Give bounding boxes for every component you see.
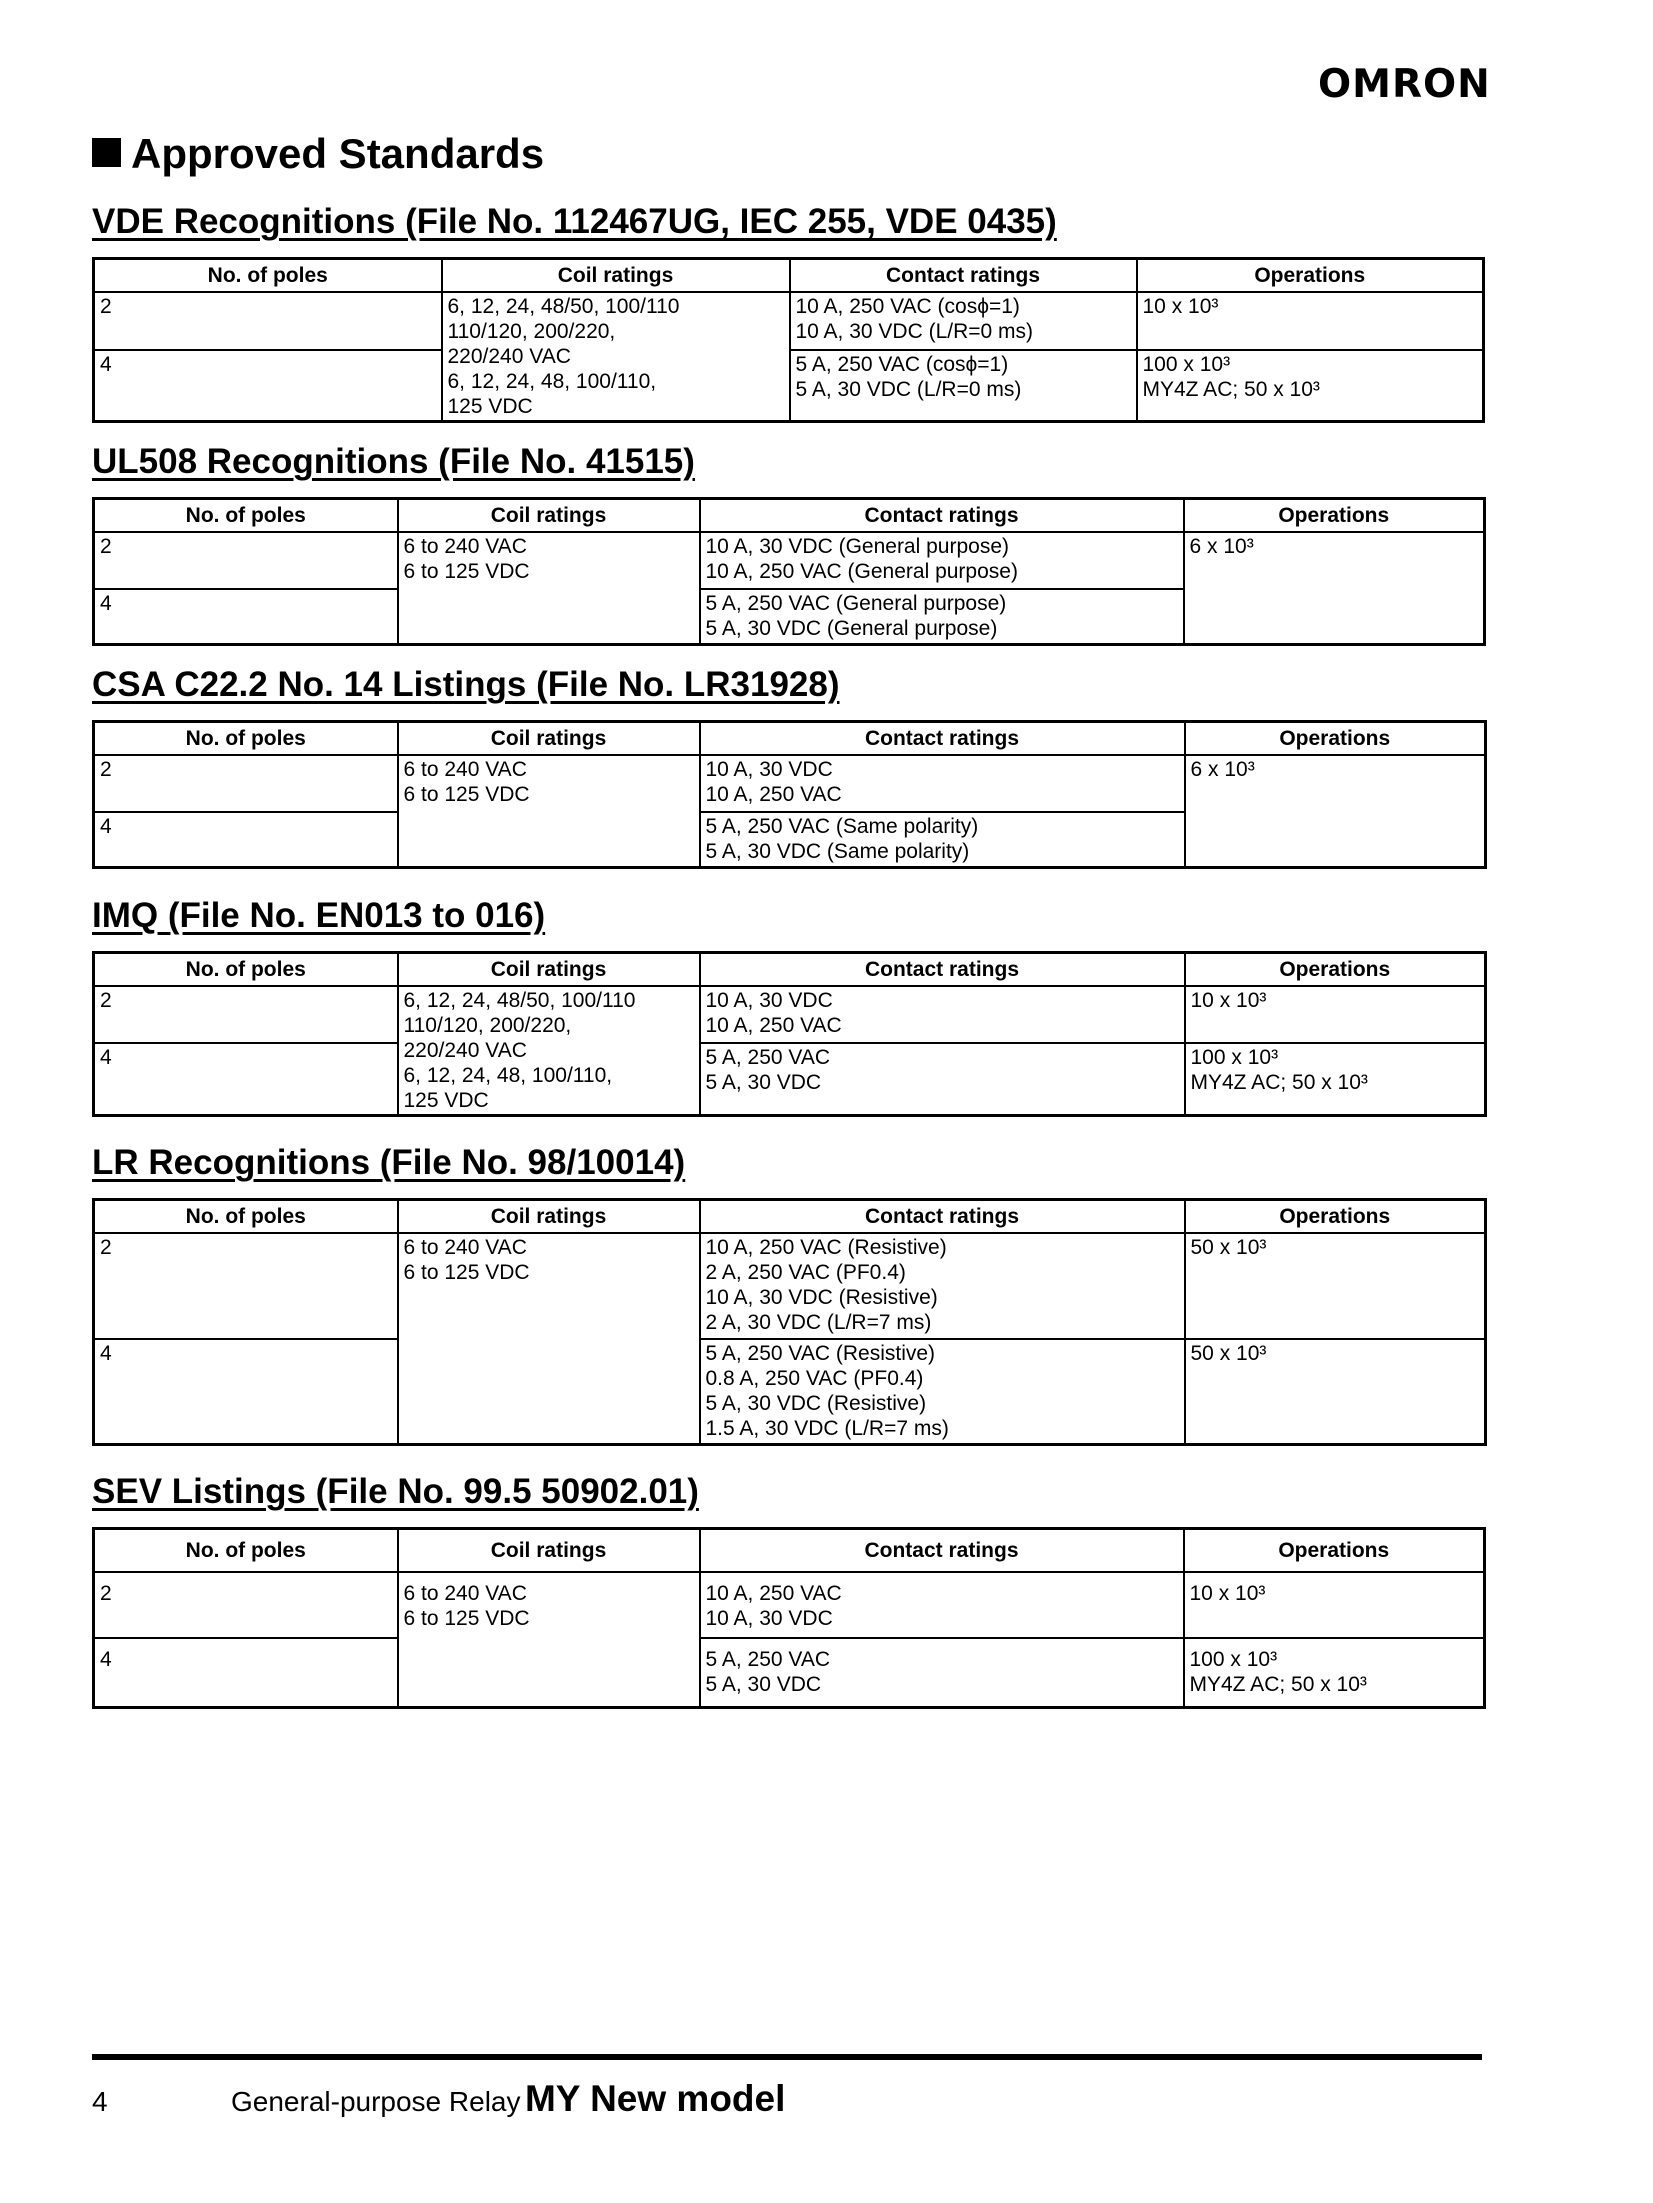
cell-line: 10 A, 250 VAC (General purpose) [705, 559, 1018, 583]
poles-cell: 4 [94, 350, 442, 422]
cell-line: 2 A, 30 VDC (L/R=7 ms) [705, 1310, 932, 1334]
contact-cell [700, 986, 1185, 1043]
header-contact: Contact ratings [700, 1529, 1184, 1572]
header-poles: No. of poles [94, 953, 398, 986]
table-header-row [94, 722, 1486, 755]
cell-line: MY4Z AC; 50 x 10³ [1189, 1672, 1367, 1696]
table-row [94, 755, 1486, 812]
section-title-csa: CSA C22.2 No. 14 Listings (File No. LR31928) [92, 665, 840, 704]
coil-cell [398, 532, 700, 645]
cell-line: 6 to 240 VAC [403, 1581, 527, 1605]
section-title-sev: SEV Listings (File No. 99.5 50902.01) [92, 1472, 699, 1511]
poles-cell: 2 [94, 1233, 398, 1339]
operations-cell [1185, 1043, 1486, 1115]
cell-line: 10 A, 250 VAC [705, 782, 842, 806]
table-row [94, 532, 1485, 589]
cell-line: 125 VDC [403, 1088, 489, 1112]
cell-line: 100 x 10³ [1190, 1045, 1279, 1069]
omron-logo: OMRON [1318, 62, 1491, 107]
cell-line: 125 VDC [447, 394, 533, 418]
table-header-row [94, 259, 1484, 292]
cell-line: 5 A, 250 VAC (Same polarity) [705, 814, 979, 838]
cell-line: 110/120, 200/220, [403, 1013, 572, 1037]
operations-cell [1185, 1233, 1486, 1339]
cell-line: 10 x 10³ [1142, 294, 1219, 318]
table-row [94, 1233, 1486, 1339]
cell-line: 100 x 10³ [1189, 1647, 1278, 1671]
table-row [94, 292, 1484, 350]
cell-line: 5 A, 250 VAC (cosϕ=1) [795, 352, 1009, 376]
cell-line: 5 A, 250 VAC (General purpose) [705, 591, 1007, 615]
cell-line: 5 A, 250 VAC (Resistive) [705, 1341, 936, 1365]
cell-line: 6 x 10³ [1190, 757, 1255, 781]
contact-cell [700, 1638, 1184, 1708]
cell-line: 10 A, 250 VAC (cosϕ=1) [795, 294, 1020, 318]
table-row [94, 1043, 1486, 1115]
cell-line: 0.8 A, 250 VAC (PF0.4) [705, 1366, 924, 1390]
poles-cell: 2 [94, 292, 442, 350]
section-title-vde: VDE Recognitions (File No. 112467UG, IEC 255, VDE 0435) [92, 202, 1057, 241]
footer-title [231, 2078, 785, 2120]
cell-line: 10 A, 30 VDC (Resistive) [705, 1285, 938, 1309]
footer-divider [92, 2054, 1482, 2060]
contact-cell [700, 1233, 1185, 1339]
header-poles: No. of poles [94, 259, 442, 292]
vde-table [92, 257, 1485, 423]
cell-line: 6, 12, 24, 48/50, 100/110 [447, 294, 680, 318]
cell-line: 6 to 125 VDC [403, 1606, 530, 1630]
header-operations: Operations [1137, 259, 1484, 292]
square-bullet-icon [92, 138, 121, 167]
cell-line: 5 A, 30 VDC (L/R=0 ms) [795, 377, 1022, 401]
section-title-imq: IMQ (File No. EN013 to 016) [92, 896, 546, 935]
cell-line: 6 to 240 VAC [403, 1235, 527, 1259]
poles-cell: 4 [94, 812, 398, 868]
sev-table [92, 1527, 1486, 1709]
header-contact: Contact ratings [700, 1200, 1185, 1233]
cell-line: 5 A, 30 VDC (General purpose) [705, 616, 998, 640]
coil-cell [398, 1572, 700, 1708]
section-title-ul508: UL508 Recognitions (File No. 41515) [92, 442, 695, 481]
cell-line: 50 x 10³ [1190, 1341, 1267, 1365]
cell-line: 10 A, 250 VAC (Resistive) [705, 1235, 947, 1259]
header-operations: Operations [1184, 1529, 1485, 1572]
header-operations: Operations [1185, 1200, 1486, 1233]
table-row [94, 1572, 1485, 1638]
header-coil: Coil ratings [442, 259, 790, 292]
csa-table [92, 720, 1487, 869]
cell-line: 5 A, 250 VAC [705, 1647, 831, 1671]
cell-line: 6 x 10³ [1189, 534, 1254, 558]
poles-cell: 4 [94, 589, 398, 645]
header-poles: No. of poles [94, 499, 398, 532]
cell-line: 6 to 125 VDC [403, 1260, 530, 1284]
coil-cell [398, 1233, 700, 1445]
operations-cell [1184, 1638, 1485, 1708]
poles-cell: 2 [94, 986, 398, 1043]
table-header-row [94, 1529, 1485, 1572]
operations-cell [1137, 350, 1484, 422]
contact-cell [700, 1043, 1185, 1115]
lr-table [92, 1198, 1487, 1446]
cell-line: 100 x 10³ [1142, 352, 1231, 376]
coil-cell [398, 986, 700, 1116]
poles-cell: 2 [94, 755, 398, 812]
cell-line: 6, 12, 24, 48, 100/110, [403, 1063, 613, 1087]
cell-line: 110/120, 200/220, [447, 319, 616, 343]
header-coil: Coil ratings [398, 1529, 700, 1572]
cell-line: 220/240 VAC [403, 1038, 527, 1062]
page-title-text: Approved Standards [131, 130, 545, 177]
section-title-lr: LR Recognitions (File No. 98/10014) [92, 1143, 686, 1182]
cell-line: 5 A, 30 VDC [705, 1070, 822, 1094]
ul508-table [92, 497, 1486, 646]
cell-line: 10 A, 30 VDC [705, 988, 833, 1012]
contact-cell [700, 812, 1185, 868]
header-operations: Operations [1184, 499, 1485, 532]
header-contact: Contact ratings [700, 953, 1185, 986]
contact-cell [700, 532, 1184, 589]
coil-cell [442, 292, 790, 422]
table-header-row [94, 1200, 1486, 1233]
table-header-row [94, 953, 1486, 986]
header-poles: No. of poles [94, 1529, 398, 1572]
operations-cell [1185, 755, 1486, 868]
header-contact: Contact ratings [790, 259, 1137, 292]
header-coil: Coil ratings [398, 499, 700, 532]
contact-cell [790, 292, 1137, 350]
cell-line: 5 A, 30 VDC (Same polarity) [705, 839, 970, 863]
cell-line: 50 x 10³ [1190, 1235, 1267, 1259]
table-header-row [94, 499, 1485, 532]
cell-line: 10 A, 250 VAC [705, 1013, 842, 1037]
cell-line: 10 A, 30 VDC [705, 757, 833, 781]
contact-cell [700, 755, 1185, 812]
contact-cell [790, 350, 1137, 422]
header-coil: Coil ratings [398, 953, 700, 986]
cell-line: 10 A, 30 VDC (General purpose) [705, 534, 1009, 558]
table-row [94, 1339, 1486, 1445]
cell-line: 10 x 10³ [1190, 988, 1267, 1012]
poles-cell: 4 [94, 1043, 398, 1115]
operations-cell [1185, 986, 1486, 1043]
operations-cell [1184, 1572, 1485, 1638]
cell-line: 6 to 125 VDC [403, 782, 530, 806]
contact-cell [700, 1572, 1184, 1638]
header-coil: Coil ratings [398, 1200, 700, 1233]
operations-cell [1185, 1339, 1486, 1445]
header-contact: Contact ratings [700, 722, 1185, 755]
cell-line: 10 A, 250 VAC [705, 1581, 842, 1605]
imq-table [92, 951, 1487, 1117]
header-operations: Operations [1185, 953, 1486, 986]
header-poles: No. of poles [94, 722, 398, 755]
operations-cell [1137, 292, 1484, 350]
operations-cell [1184, 532, 1485, 645]
poles-cell: 4 [94, 1638, 398, 1708]
cell-line: 6 to 240 VAC [403, 534, 527, 558]
cell-line: 6 to 240 VAC [403, 757, 527, 781]
cell-line: 6, 12, 24, 48/50, 100/110 [403, 988, 636, 1012]
cell-line: 1.5 A, 30 VDC (L/R=7 ms) [705, 1416, 949, 1440]
table-row [94, 1638, 1485, 1708]
cell-line: MY4Z AC; 50 x 10³ [1190, 1070, 1368, 1094]
cell-line: 5 A, 30 VDC [705, 1672, 822, 1696]
header-poles: No. of poles [94, 1200, 398, 1233]
cell-line: 10 A, 30 VDC [705, 1606, 833, 1630]
poles-cell: 2 [94, 532, 398, 589]
cell-line: MY4Z AC; 50 x 10³ [1142, 377, 1320, 401]
cell-line: 10 A, 30 VDC (L/R=0 ms) [795, 319, 1034, 343]
header-contact: Contact ratings [700, 499, 1184, 532]
cell-line: 10 x 10³ [1189, 1581, 1266, 1605]
cell-line: 6, 12, 24, 48, 100/110, [447, 369, 657, 393]
contact-cell [700, 589, 1184, 645]
cell-line: 5 A, 250 VAC [705, 1045, 831, 1069]
page-title [92, 130, 544, 178]
header-coil: Coil ratings [398, 722, 700, 755]
cell-line: 2 A, 250 VAC (PF0.4) [705, 1260, 906, 1284]
coil-cell [398, 755, 700, 868]
header-operations: Operations [1185, 722, 1486, 755]
cell-line: 220/240 VAC [447, 344, 571, 368]
page-number: 4 [92, 2086, 108, 2117]
footer-product-type: General-purpose Relay [231, 2086, 521, 2117]
cell-line: 6 to 125 VDC [403, 559, 530, 583]
table-row [94, 986, 1486, 1043]
contact-cell [700, 1339, 1185, 1445]
poles-cell: 4 [94, 1339, 398, 1445]
cell-line: 5 A, 30 VDC (Resistive) [705, 1391, 927, 1415]
footer-model: MY New model [524, 2078, 786, 2119]
poles-cell: 2 [94, 1572, 398, 1638]
